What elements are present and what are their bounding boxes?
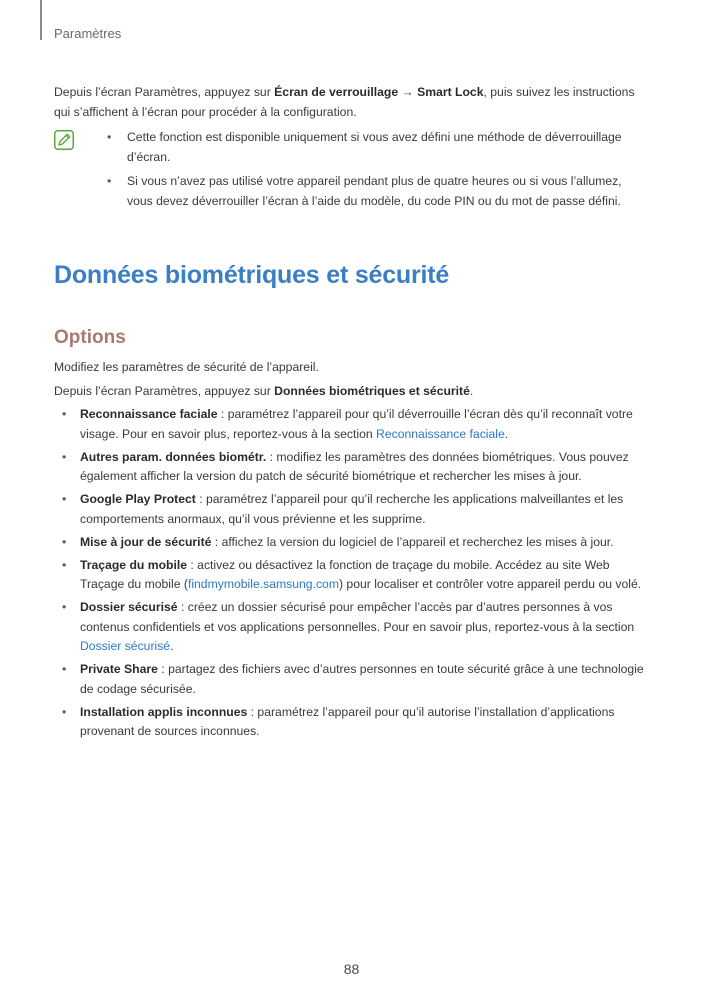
smart-lock-instructions: Depuis l’écran Paramètres, appuyez sur Écran de verrouillage → Smart Lock, puis suivez les instructions qui s’affichent à l’écran pour procéder à la configuration. [54,85,635,119]
link-reconnaissance-faciale[interactable]: Reconnaissance faciale [376,426,505,441]
option-item: • Traçage du mobile : activez ou désactivez la fonction de traçage du mobile. Accédez au site Web Traçage du mobile (findmymobile.samsung.com) pour localiser et contrôler votre appareil perdu ou volé. [80,556,646,595]
option-item: • Mise à jour de sécurité : affichez la version du logiciel de l’appareil et recherchez les mises à jour. [80,533,646,553]
options-list [54,405,646,742]
note-item: • Cette fonction est disponible uniquement si vous avez défini une méthode de déverrouillage d’écran. [107,128,646,167]
page-content [54,83,646,745]
option-item: • Private Share : partagez des fichiers avec d’autres personnes en toute sécurité grâce à une technologie de codage sécurisée. [80,660,646,699]
link-findmymobile[interactable]: findmymobile.samsung.com [187,577,339,591]
note-list [74,128,646,216]
options-intro: Modifiez les paramètres de sécurité de l’appareil. [54,360,319,374]
link-dossier-securise[interactable]: Dossier sécurisé [80,639,171,653]
section-title: Données biométriques et sécurité [54,261,450,289]
note-block [54,128,646,216]
option-item: • Installation applis inconnues : paramétrez l’appareil pour qu’il autorise l’installation d’applications provenant de sources inconnues. [80,703,646,742]
note-item: • Si vous n’avez pas utilisé votre appareil pendant plus de quatre heures ou si vous l’allumez, vous devez déverrouiller l’écran à l’aide du modèle, du code PIN ou du mot de passe défini. [107,172,646,211]
subsection-title: Options [54,327,126,348]
option-item: • Reconnaissance faciale : paramétrez l’appareil pour qu’il déverrouille l’écran dès qu’il reconnaît votre visage. Pour en savoir plus, reportez-vous à la section Reconnaissance faciale. [80,405,646,444]
header-side-rule [40,0,42,40]
option-item: • Google Play Protect : paramétrez l’appareil pour qu’il recherche les applications malveillantes et les comportements anormaux, qu’il vous prévienne et les supprime. [80,490,646,529]
page-number: 88 [343,961,360,977]
options-path: Depuis l’écran Paramètres, appuyez sur Données biométriques et sécurité. [54,383,474,398]
note-pencil-icon [54,130,74,150]
option-item: • Autres param. données biométr. : modifiez les paramètres des données biométriques. Vous pouvez également afficher la version du patch de sécurité biométrique et rechercher les mises à jour. [80,448,646,487]
option-item: • Dossier sécurisé : créez un dossier sécurisé pour empêcher l’accès par d’autres personnes à vos contenus confidentiels et vos applications personnelles. Pour en savoir plus, reportez-vous à la section Dossier sécurisé. [80,598,646,657]
page-header-title: Paramètres [54,26,122,41]
